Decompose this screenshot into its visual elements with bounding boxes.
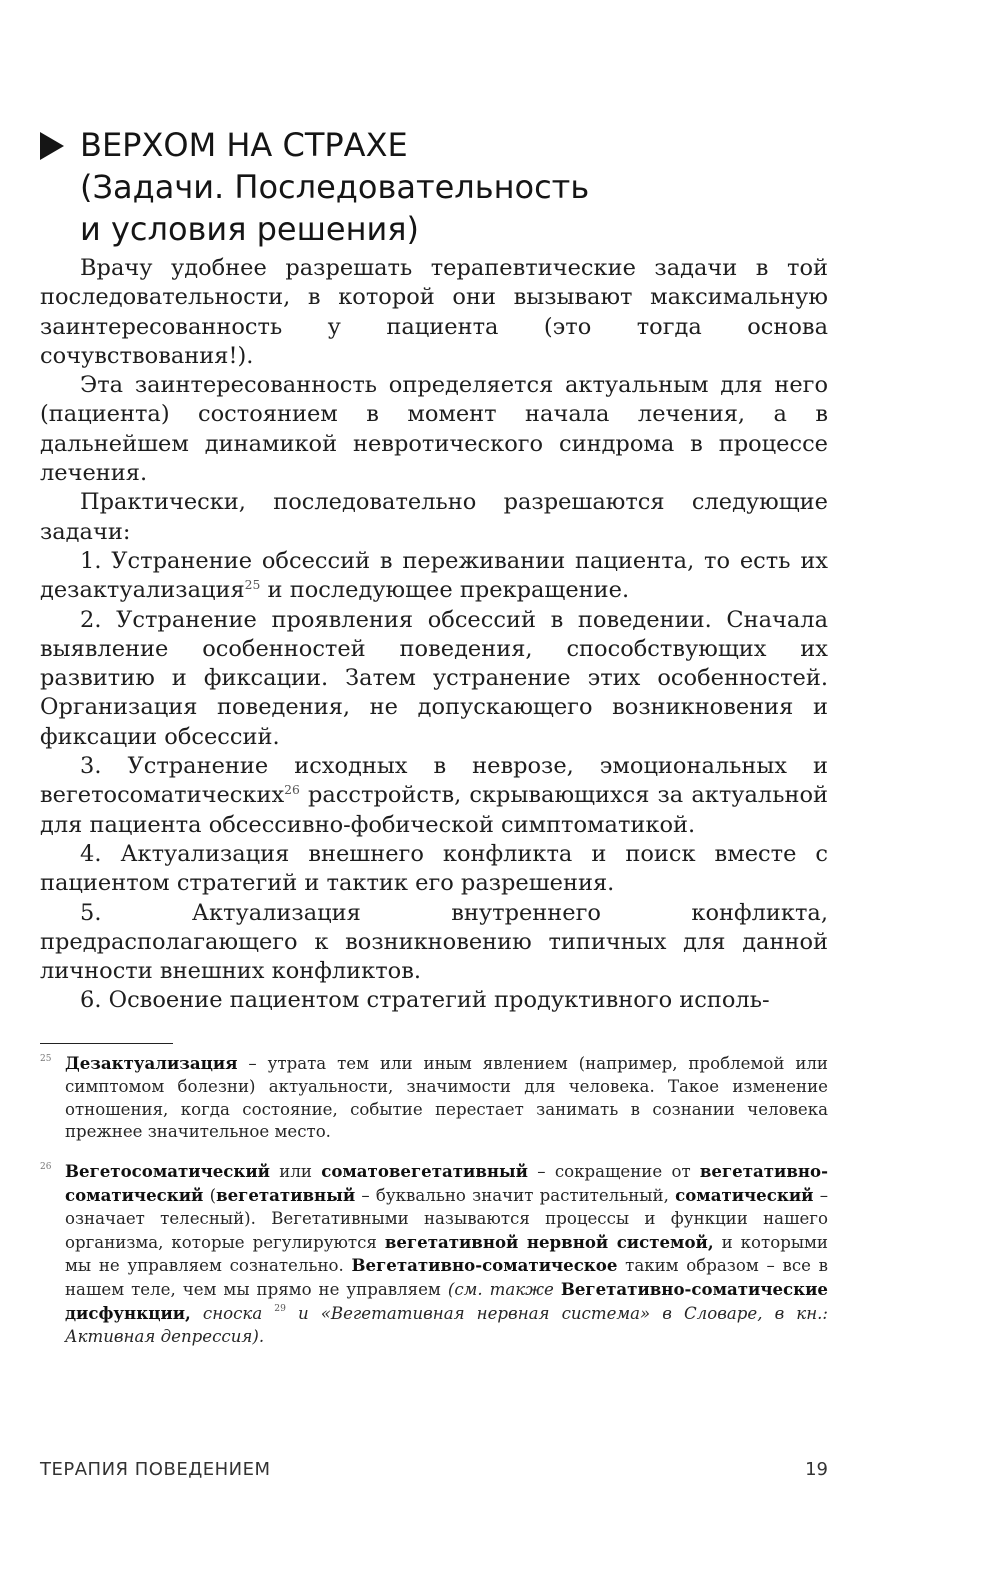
heading-line-1-text: ВЕРХОМ НА СТРАХЕ xyxy=(80,126,408,164)
footnote-26 xyxy=(40,1160,828,1348)
footnote-ref-25: 25 xyxy=(244,578,261,593)
footnote-ref-26: 26 xyxy=(284,783,300,798)
footnote-run-normal: и которыми мы не управляем сознательно. xyxy=(65,1232,828,1276)
heading-line-1 xyxy=(40,124,840,166)
heading-line-3: и условия решения) xyxy=(80,210,420,248)
footnote-run-bold: вегетативно-соматический xyxy=(65,1161,828,1205)
paragraph-1: Врачу удобнее разрешать терапевтические задачи в той последовательности, в которой они вызывают максимальную заинтересованность у пациента (это тогда основа сочувствования!). xyxy=(40,255,828,369)
section-heading xyxy=(40,124,840,250)
list-item-3-tail: расстройств, скрывающихся за актуальной для пациента обсессивно-фобической симптоматикой. xyxy=(40,782,828,838)
list-item-5: 5. Актуализация внутреннего конфликта, предрасполагающего к возникновению типичных для данной личности внешних конфликтов. xyxy=(40,899,828,985)
footnote-run-bold: вегетативной нервной системой, xyxy=(384,1231,714,1252)
body-text xyxy=(40,254,828,1016)
footnote-run-normal: ( xyxy=(203,1185,217,1205)
footnote-run-italic: (см. также xyxy=(447,1280,561,1300)
footnote-run-bold: Вегетативно-соматическое xyxy=(351,1255,618,1276)
list-item-6: 6. Освоение пациентом стратегий продуктивного исполь- xyxy=(80,987,770,1014)
footnote-number: 25 xyxy=(40,1054,52,1064)
footnote-run-bold: соматовегетативный xyxy=(321,1161,528,1182)
footnote-run-normal: таким образом – все в нашем теле, чем мы прямо не управляем xyxy=(65,1256,829,1300)
page-number: 19 xyxy=(805,1459,828,1480)
list-item-3 xyxy=(40,752,828,840)
list-item-1-tail: и последующее прекращение. xyxy=(260,577,630,604)
footnotes xyxy=(40,1052,828,1349)
footnote-25 xyxy=(40,1052,828,1144)
list-item-4: 4. Актуализация внешнего конфликта и поиск вместе с пациентом стратегий и тактик его разрешения. xyxy=(40,840,828,897)
footnote-divider xyxy=(40,1043,173,1044)
footnote-run-normal: – утрата тем или иным явлением (например, проблемой или симптомом болезни) актуальности, значимости для человека. Такое изменение отношения, когда состояние, событие перестает занимать в сознании человека прежнее значительное место. xyxy=(65,1054,828,1142)
paragraph-2: Эта заинтересованность определяется актуальным для него (пациента) состоянием в момент начала лечения, а в дальнейшем динамикой невротического синдрома в процессе лечения. xyxy=(40,372,828,487)
running-footer-title: ТЕРАПИЯ ПОВЕДЕНИЕМ xyxy=(40,1459,271,1480)
footnote-run-normal: – сокращение от xyxy=(527,1162,700,1182)
footnote-run-normal: или xyxy=(270,1162,322,1182)
list-item-1 xyxy=(40,547,828,606)
list-item-1-text: 1. Устранение обсессий в переживании пациента, то есть их дезактуализация xyxy=(40,547,828,604)
paragraph-3: Практически, последовательно разрешаются следующие задачи: xyxy=(40,489,828,545)
footnote-number: 26 xyxy=(40,1162,52,1173)
footnote-run-bold: Дезактуализация xyxy=(65,1053,238,1073)
footnote-run-bold: вегетативный xyxy=(216,1184,356,1205)
list-item-2: 2. Устранение проявления обсессий в поведении. Сначала выявление особенностей поведения, способствующих их развитию и фиксации. Затем устранение этих особенностей. Организация поведения, не допускающего возникновения и фиксации обсессий. xyxy=(40,606,828,750)
list-item-3-text: 3. Устранение исходных в неврозе, эмоциональных и вегетосоматических xyxy=(40,753,828,809)
footnote-run-bold: соматический xyxy=(675,1184,814,1205)
footnote-run-italic: и «Вегетативная нервная система» в Словаре, в кн.: Активная депрессия). xyxy=(65,1303,828,1346)
heading-line-2: (Задачи. Последовательность xyxy=(80,168,590,206)
footnote-run-normal: – означает телесный). Вегетативными называются процессы и функции нашего организма, которые регулируются xyxy=(65,1185,828,1252)
footnote-run-sup: 29 xyxy=(274,1303,286,1314)
footnote-run-italic: сноска xyxy=(190,1303,275,1323)
footnote-run-bold: Вегетосоматический xyxy=(65,1161,270,1182)
triangle-right-icon xyxy=(40,132,64,160)
footnote-run-normal: – буквально значит растительный, xyxy=(355,1185,676,1205)
footnote-run-bold: Вегетативно-соматические дисфункции, xyxy=(65,1279,828,1323)
footnote-text xyxy=(65,1054,828,1141)
footnote-text xyxy=(65,1162,828,1346)
